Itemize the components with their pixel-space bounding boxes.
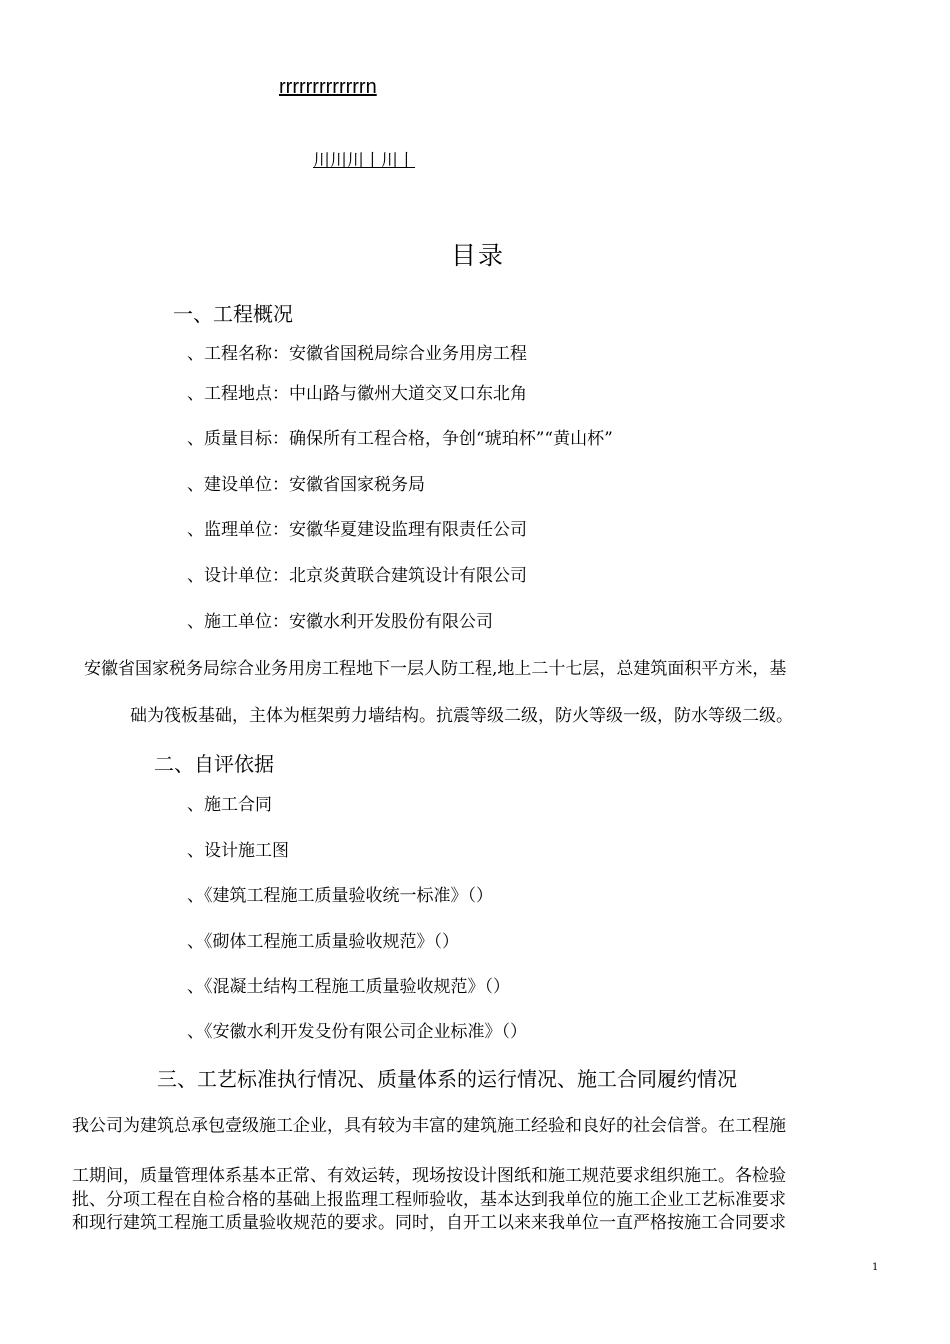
section1-item: 、建设单位：安徽省国家税务局 bbox=[187, 475, 425, 495]
section2-item: 、《安徽水利开发殳份有限公司企业标准》（） bbox=[187, 1022, 527, 1042]
section1-item: 、工程名称：安徽省国税局综合业务用房工程 bbox=[187, 344, 527, 364]
section2-item: 、《混凝土结构工程施工质量验收规范》（） bbox=[187, 977, 510, 997]
section3-paragraph-line: 批、分项工程在自检合格的基础上报监理工程师验收，基本达到我单位的施工企业工艺标准要求 bbox=[72, 1190, 786, 1210]
section1-paragraph-line: 础为筏板基础，主体为框架剪力墙结构。抗震等级二级，防火等级一级，防水等级二级。 bbox=[130, 706, 793, 726]
section1-item: 、施工单位：安徽水利开发股份有限公司 bbox=[187, 612, 493, 632]
section2-item: 、设计施工图 bbox=[187, 841, 289, 861]
section3-heading: 三、工艺标准执行情况、质量体系的运行情况、施工合同履约情况 bbox=[157, 1067, 737, 1091]
section2-item: 、《建筑工程施工质量验收统一标准》（） bbox=[187, 886, 493, 906]
section3-paragraph-line: 我公司为建筑总承包壹级施工企业，具有较为丰富的建筑施工经验和良好的社会信誉。在工程施 bbox=[72, 1116, 786, 1136]
section1-paragraph-line: 安徽省国家税务局综合业务用房工程地下一层人防工程,地上二十七层，总建筑面积平方米，基 bbox=[84, 659, 787, 679]
section2-item: 、《砌体工程施工质量验收规范》（） bbox=[187, 932, 459, 952]
section1-heading: 一、工程概况 bbox=[173, 302, 293, 326]
section1-item: 、质量目标：确保所有工程合格，争创“琥珀杯”“黄山杯” bbox=[187, 429, 613, 449]
section1-item: 、工程地点：中山路与徽州大道交叉口东北角 bbox=[187, 384, 527, 404]
section1-item: 、设计单位：北京炎黄联合建筑设计有限公司 bbox=[187, 566, 527, 586]
toc-title: 目录 bbox=[451, 241, 506, 270]
page-number: 1 bbox=[872, 1262, 879, 1273]
section1-item: 、监理单位：安徽华夏建设监理有限责任公司 bbox=[187, 520, 527, 540]
garbled-header-line-2: 川川川丨川丨 bbox=[313, 151, 415, 171]
section3-paragraph-line: 工期间，质量管理体系基本正常、有效运转，现场按设计图纸和施工规范要求组织施工。各检验 bbox=[72, 1166, 786, 1186]
garbled-header-line-1: rrrrrrrrrrrrrn bbox=[279, 76, 377, 98]
section2-heading: 二、自评依据 bbox=[154, 752, 274, 776]
section2-item: 、施工合同 bbox=[187, 795, 272, 815]
section3-paragraph-line: 和现行建筑工程施工质量验收规范的要求。同时，自开工以来来我单位一直严格按施工合同要求 bbox=[72, 1213, 786, 1233]
